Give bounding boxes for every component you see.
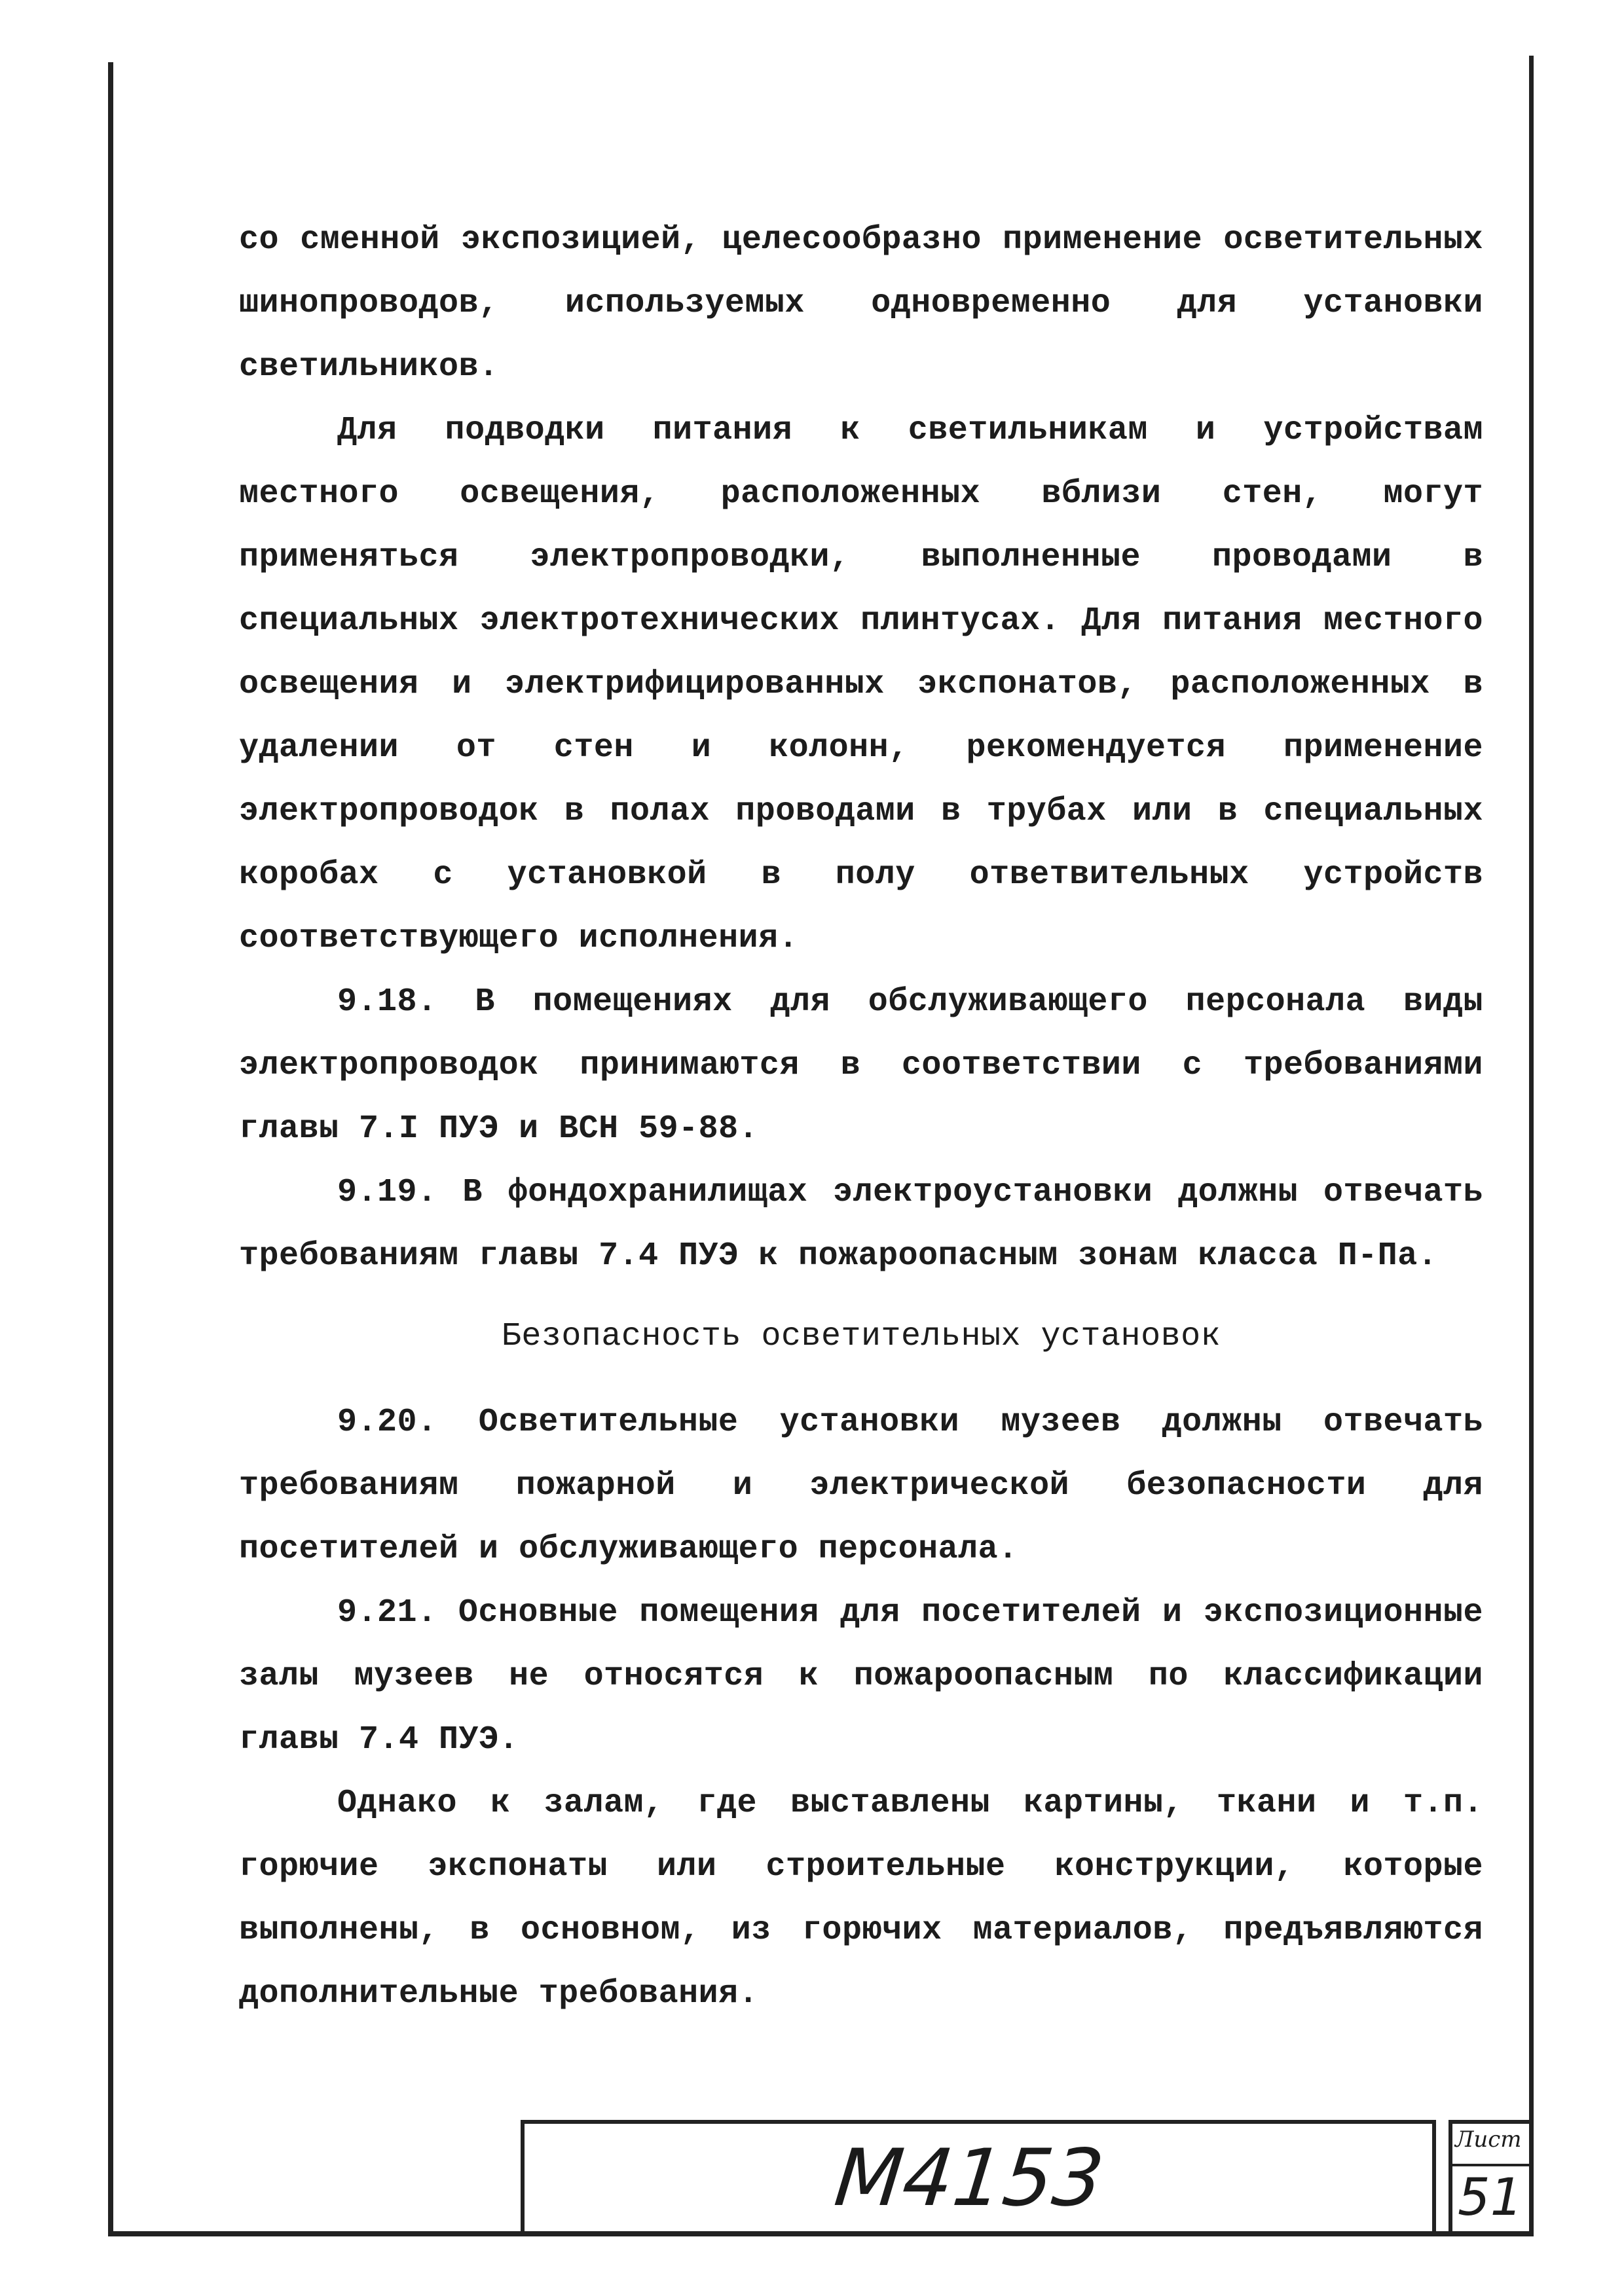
page-frame-bottom	[108, 2231, 1534, 2236]
clause-9-19: 9.19. В фондохранилищах электроустановки должны отвечать требованиям главы 7.4 ПУЭ к пожароопасным зонам класса П-Па.	[239, 1174, 1483, 1275]
document-body	[239, 208, 1483, 2026]
paragraph-however: Однако к залам, где выставлены картины, ткани и т.п. горючие экспонаты или строительные конструкции, которые выполнены, в основном, из горючих материалов, предъявляются дополнительные требования.	[239, 1785, 1483, 2013]
section-heading: Безопасность осветительных установок	[501, 1318, 1221, 1355]
document-code: М4153	[830, 2133, 1108, 2224]
sheet-number: 51	[1458, 2168, 1523, 2227]
paragraph-wiring: Для подводки питания к светильникам и устройствам местного освещения, расположенных вблизи стен, могут применяться электропроводки, выполненные проводами в специальных электротехнических плинтусах. Для питания местного освещения и электрифицированных экспонатов, расположенных в удалении от стен и колонн, рекомендуется применение электропроводок в полах проводами в трубах или в специальных коробах с установкой в полу ответвительных устройств соответствующего исполнения.	[239, 412, 1483, 957]
sheet-label: Лист	[1455, 2126, 1522, 2153]
page-frame-right	[1529, 56, 1534, 2236]
clause-9-20: 9.20. Осветительные установки музеев должны отвечать требованиям пожарной и электрической безопасности для посетителей и обслуживающего персонала.	[239, 1404, 1483, 1568]
paragraph-continued: со сменной экспозицией, целесообразно применение осветительных шинопроводов, используемых одновременно для установки светильников.	[239, 221, 1483, 386]
clause-9-18: 9.18. В помещениях для обслуживающего персонала виды электропроводок принимаются в соответствии с требованиями главы 7.I ПУЭ и ВСН 59-88.	[239, 983, 1483, 1148]
page-frame-left	[108, 62, 113, 2232]
sheet-divider	[1449, 2164, 1529, 2166]
clause-9-21: 9.21. Основные помещения для посетителей и экспозиционные залы музеев не относятся к пожароопасным по классификации главы 7.4 ПУЭ.	[239, 1594, 1483, 1758]
